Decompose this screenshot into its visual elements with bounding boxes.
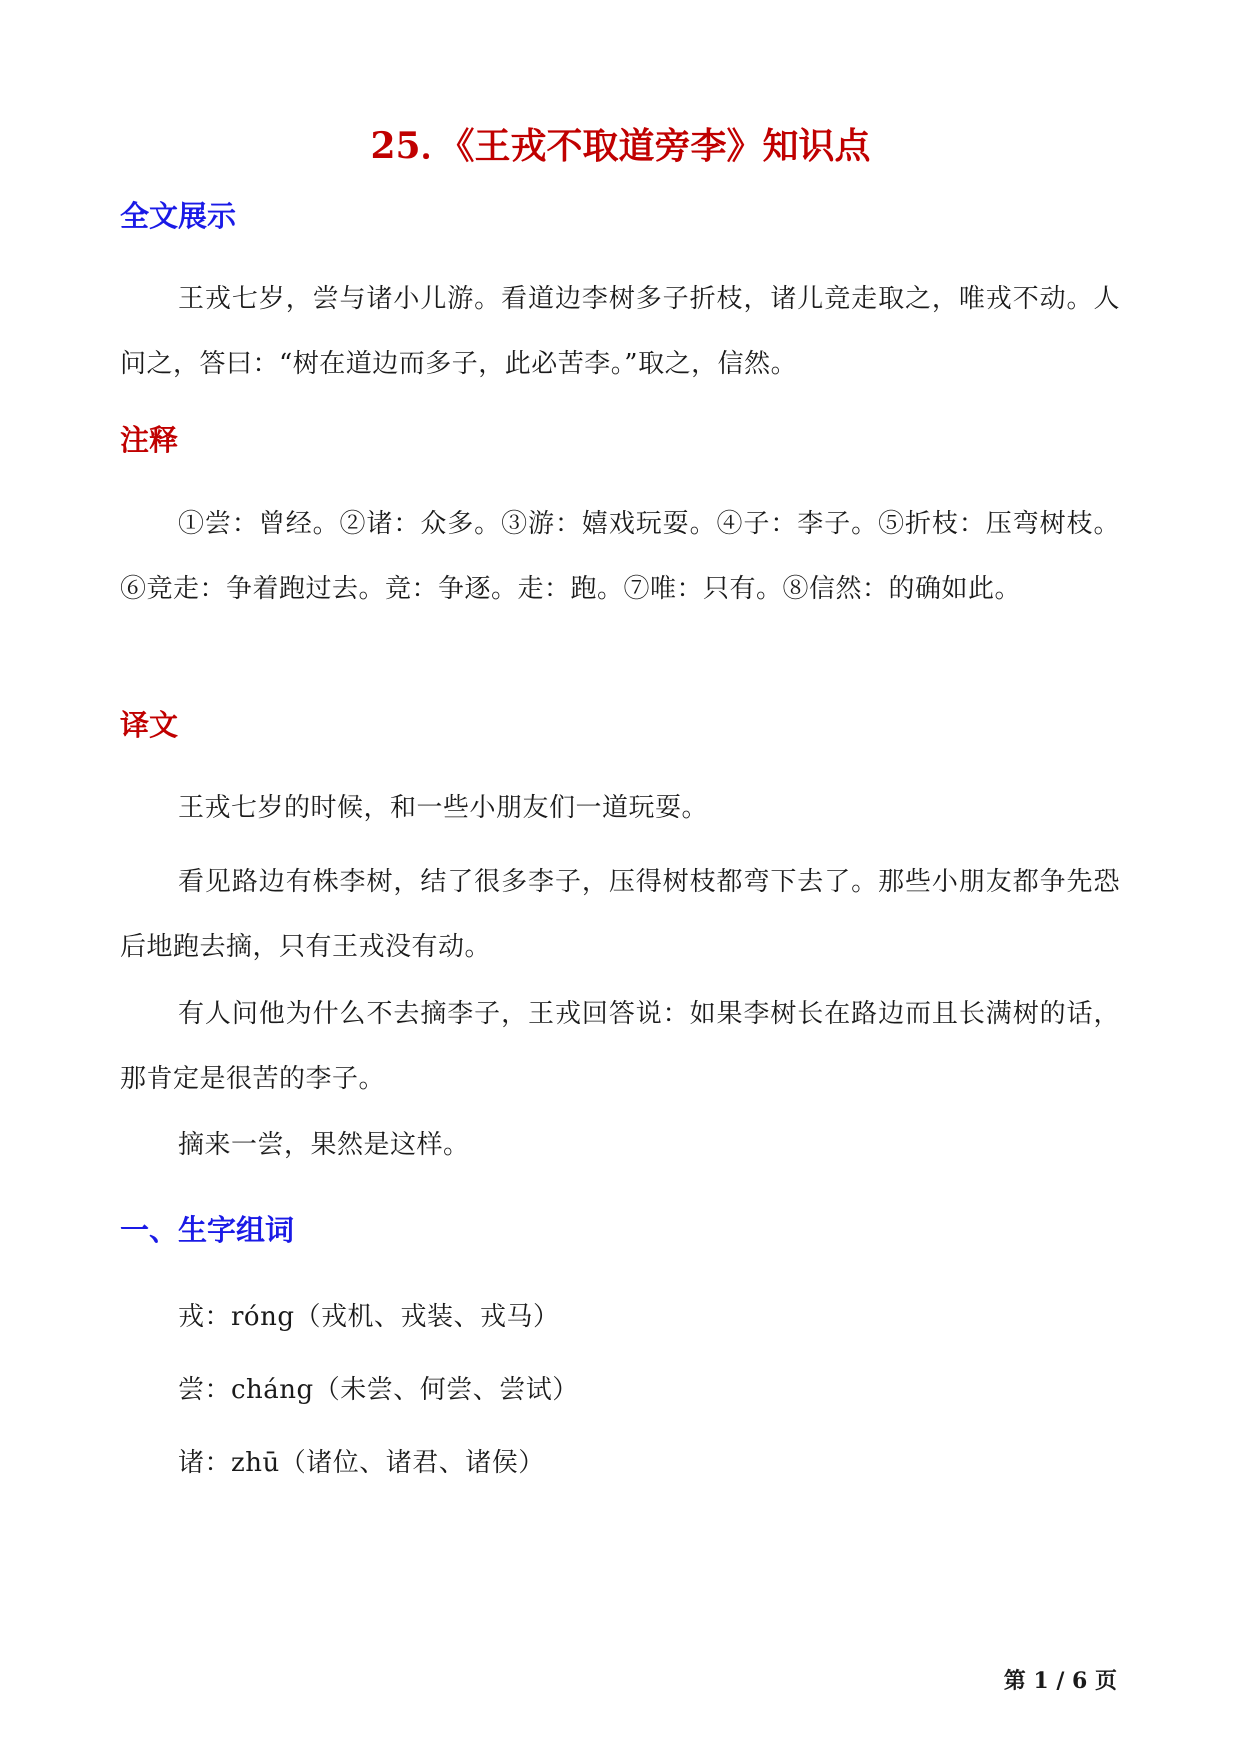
translation-paragraph: 有人问他为什么不去摘李子，王戎回答说：如果李树长在路边而且长满树的话，那肯定是很苦的李子。: [120, 999, 1120, 1094]
page-number: 第 1 / 6 页: [1003, 1668, 1117, 1694]
heading-notes: 注释: [120, 423, 179, 457]
fulltext-paragraph: 王戎七岁，尝与诸小儿游。看道边李树多子折枝，诸儿竞走取之，唯戎不动。人问之，答曰：“树在道边而多子，此必苦李。”取之，信然。: [120, 284, 1120, 379]
vocab-item: 戎：róng（戎机、戎装、戎马）: [178, 1302, 560, 1332]
document-title: 25．《王戎不取道旁李》知识点: [370, 125, 871, 167]
translation-paragraph: 王戎七岁的时候，和一些小朋友们一道玩耍。: [178, 793, 709, 823]
translation-paragraph: 看见路边有株李树，结了很多李子，压得树枝都弯下去了。那些小朋友都争先恐后地跑去摘，只有王戎没有动。: [120, 867, 1120, 962]
heading-vocab: 一、生字组词: [120, 1213, 295, 1247]
translation-paragraph: 摘来一尝，果然是这样。: [178, 1130, 470, 1160]
vocab-item: 尝：cháng（未尝、何尝、尝试）: [178, 1375, 579, 1405]
heading-fulltext: 全文展示: [120, 199, 237, 233]
vocab-item: 诸：zhū（诸位、诸君、诸侯）: [178, 1448, 545, 1478]
heading-translation: 译文: [120, 708, 179, 742]
notes-paragraph: ①尝：曾经。②诸：众多。③游：嬉戏玩耍。④子：李子。⑤折枝：压弯树枝。⑥竞走：争着跑过去。竞：争逐。走：跑。⑦唯：只有。⑧信然：的确如此。: [120, 509, 1120, 604]
